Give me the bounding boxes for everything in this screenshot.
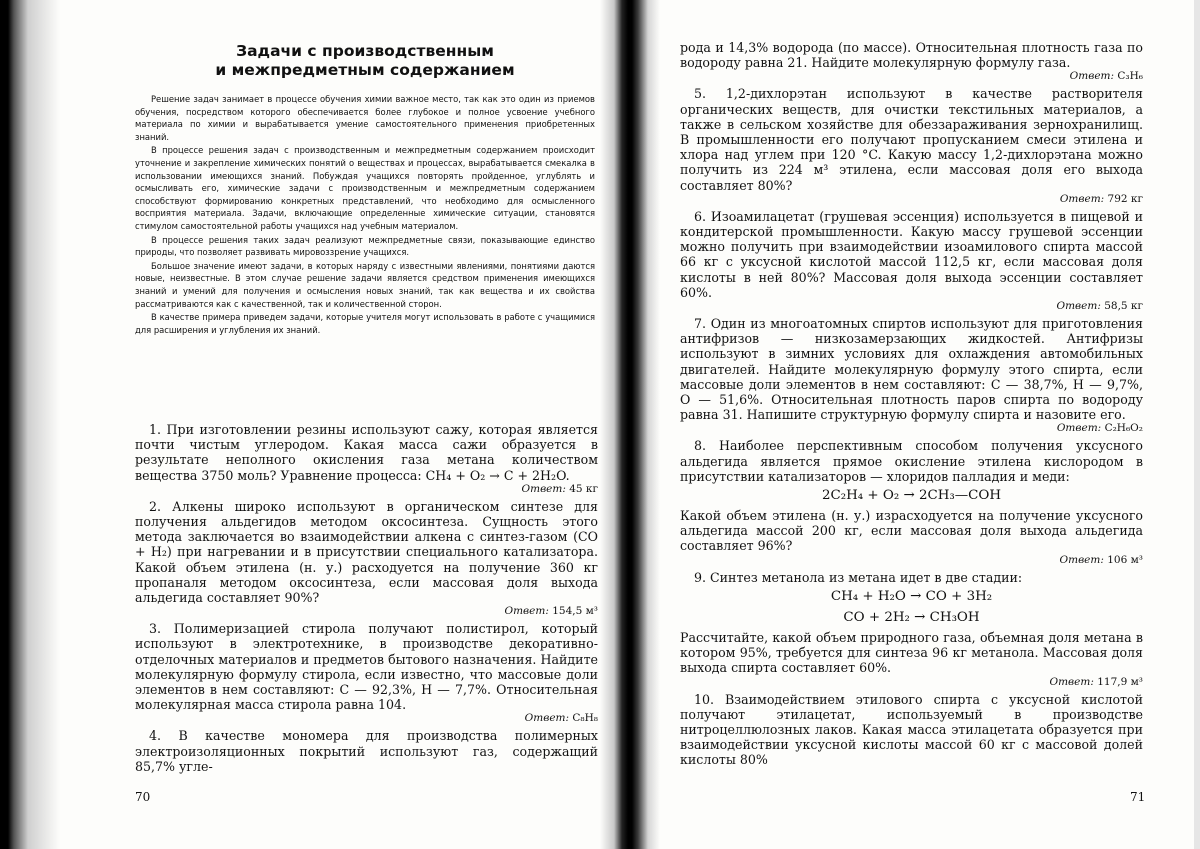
answer-label: Ответ: (524, 712, 570, 725)
answer-value: 45 кг (569, 482, 598, 495)
intro-paragraph: Большое значение имеют задачи, в которых наряду с известными явлениями, понятиями даются новые, неизвестные. В этом случае решение задачи является средством применения имеющихся знаний и умений для получения и осмысления новых знаний, так как вещества и их свойства рассматриваются как с качественной, так и количественной сторон. (135, 260, 595, 309)
problem-5 (680, 86, 1143, 205)
problem-1 (135, 422, 598, 496)
answer (680, 300, 1143, 313)
title-line-1: Задачи с производственным (236, 42, 494, 60)
problem-text: 6. Изоамилацетат (грушевая эссенция) используется в пищевой и кондитерской промышленности. Какую массу грушевой эссенции можно получить при взаимодействии изоамилового спирта массой 66 кг с уксусной кислотой массой 112,5 кг, если массовая доля кислоты в ней 80%? Массовая доля выхода эссенции составляет 60%. (680, 208, 1143, 300)
chemical-equation: 2C₂H₄ + O₂ → 2CH₃—COH (821, 488, 1002, 504)
right-page (660, 0, 1160, 849)
answer-value: 154,5 м³ (552, 605, 598, 618)
problem-text: 8. Наиболее перспективным способом получения уксусного альдегида является прямое окисление этилена кислородом в присутствии катализаторов — хлоридов палладия и меди: (680, 438, 1143, 484)
problem-2 (135, 499, 598, 618)
left-page (115, 0, 610, 849)
answer-value: 117,9 м³ (1097, 675, 1143, 688)
section-title (135, 42, 595, 80)
problem-text: 3. Полимеризацией стирола получают полистирол, который используют в электротехнике, в производстве декоративно-отделочных материалов и предметов бытового назначения. Найдите молекулярную формулу стирола, если известно, что массовые доли элементов в нем составляют: C — 92,3%, H — 7,7%. Относительная молекулярная масса стирола равна 104. (135, 621, 598, 713)
intro-text (135, 93, 595, 337)
intro-paragraph: В качестве примера приведем задачи, которые учителя могут использовать в работе с учащимися для расширения и углубления их знаний. (135, 312, 595, 335)
page-edge-shadow-left (0, 0, 70, 849)
answer-value: C₃H₆ (1117, 70, 1143, 83)
problem-text: 7. Один из многоатомных спиртов используют для приготовления антифризов — низкозамерзающих жидкостей. Антифризы используют в зимних условиях для охлаждения автомобильных двигателей. Найдите молекулярную формулу этого спирта, если массовые доли элементов в нем составляют: C — 38,7%, H — 9,7%, O — 51,6%. Относительная плотность паров спирта по водороду равна 31. Напишите структурную формулу спирта и назовите его. (680, 316, 1143, 423)
page-number-right: 71 (1130, 790, 1146, 804)
answer-label: Ответ: (1059, 192, 1105, 205)
intro-paragraph: В процессе решения таких задач реализуют межпредметные связи, показывающие единство природы, что позволяет развивать мировоззрение учащихся. (135, 234, 595, 258)
answer (680, 422, 1143, 435)
answer (680, 554, 1143, 567)
problem-9 (680, 570, 1143, 689)
problem-4 (135, 728, 598, 774)
answer-label: Ответ: (1049, 675, 1094, 688)
answer (135, 712, 598, 725)
answer-value: C₂H₆O₂ (1104, 422, 1143, 435)
intro-paragraph: Решение задач занимает в процессе обучения химии важное место, так как это один из приемов обучения, посредством которого обеспечивается более глубокое и полное усвоение учебного материала по химии и вырабатывается умение самостоятельного применения приобретенных знаний. (135, 94, 595, 142)
problem-text: рода и 14,3% водорода (по массе). Относительная плотность газа по водороду равна 21. Найдите молекулярную формулу газа. (680, 40, 1143, 71)
problem-text: 10. Взаимодействием этилового спирта с уксусной кислотой получают этилацетат, используемый в производстве нитроцеллюлозных лаков. Какая масса этилацетата образуется при взаимодействии уксусной кислоты массой 60 кг с массовой долей кислоты 80% (680, 691, 1143, 768)
problems-list-left (135, 422, 598, 777)
problem-text: 5. 1,2-дихлорэтан используют в качестве растворителя органических веществ, для очистки текстильных материалов, а также в сельском хозяйстве для обеззараживания зернохранилищ. В промышленности его получают пропусканием смеси этилена и хлора над углем при 120 °C. Какую массу 1,2-дихлорэтана можно получить из 224 м³ этилена, если массовая доля его выхода составляет 80%? (680, 86, 1143, 193)
answer (680, 193, 1143, 206)
problem-4-continuation (680, 40, 1143, 83)
answer-label: Ответ: (504, 605, 549, 618)
answer-value: 792 кг (1107, 192, 1143, 205)
problem-text-continued: Какой объем этилена (н. у.) израсходуется на получение уксусного альдегида массой 200 кг, если массовая доля выхода альдегида составляет 96%? (680, 508, 1143, 554)
intro-paragraph: В процессе решения задач с производственным и межпредметным содержанием происходит уточнение и закрепление химических понятий о веществах и процессах, вырабатывается смекалка в использовании имеющихся знаний. Побуждая учащихся повторять пройденное, углублять и осмысливать его, химические задачи с производственным и межпредметным содержанием способствуют формированию конкретных представлений, что необходимо для осмысленного восприятия материала. Задачи, включающие определенные химические ситуации, становятся стимулом самостоятельной работы учащихся над учебным материалом. (135, 145, 595, 231)
problem-text: 1. При изготовлении резины используют сажу, которая является почти чистым углеродом. Какая масса сажи образуется в результате неполного окисления газа метана количеством вещества 3750 моль? Уравнение процесса: CH₄ + O₂ → C + 2H₂O. (135, 422, 598, 483)
answer (680, 676, 1143, 689)
title-line-2: и межпредметным содержанием (215, 61, 515, 79)
answer-label: Ответ: (1069, 70, 1115, 83)
chemical-equation: CH₄ + H₂O → CO + 3H₂ (830, 588, 993, 604)
problem-6 (680, 209, 1143, 313)
chemical-equation: CO + 2H₂ → CH₃OH (843, 609, 980, 625)
problems-list-right (680, 40, 1143, 771)
problem-text: 2. Алкены широко используют в органическом синтезе для получения альдегидов методом оксосинтеза. Сущность этого метода заключается во взаимодействии алкена с синтез-газом (CO + H₂) при нагревании и в присутствии специального катализатора. Какой объем этилена (н. у.) расходуется на получение 360 кг пропаналя методом оксосинтеза, если массовая доля выхода альдегида составляет 90%? (135, 498, 598, 606)
answer-label: Ответ: (1059, 553, 1104, 566)
problem-text: 4. В качестве мономера для производства полимерных электроизоляционных покрытий используют газ, содержащий 85,7% угле- (135, 728, 598, 774)
page-edge-right (1194, 0, 1200, 849)
problem-text: 9. Синтез метанола из метана идет в две стадии: (694, 569, 1023, 585)
problem-8 (680, 438, 1143, 566)
answer (135, 483, 598, 496)
answer-label: Ответ: (521, 482, 566, 495)
problem-text-continued: Рассчитайте, какой объем природного газа, объемная доля метана в котором 95%, требуется для синтеза 96 кг метанола. Массовая доля выхода спирта составляет 60%. (680, 629, 1143, 676)
answer-value: 58,5 кг (1104, 300, 1143, 313)
answer (680, 70, 1143, 83)
page-number-left: 70 (135, 790, 151, 804)
answer-label: Ответ: (1056, 300, 1101, 313)
problem-10 (680, 692, 1143, 768)
answer-value: 106 м³ (1107, 553, 1143, 566)
answer-value: C₈H₈ (572, 712, 598, 725)
answer (135, 605, 598, 618)
problem-3 (135, 621, 598, 725)
answer-label: Ответ: (1056, 422, 1102, 435)
problem-7 (680, 316, 1143, 435)
